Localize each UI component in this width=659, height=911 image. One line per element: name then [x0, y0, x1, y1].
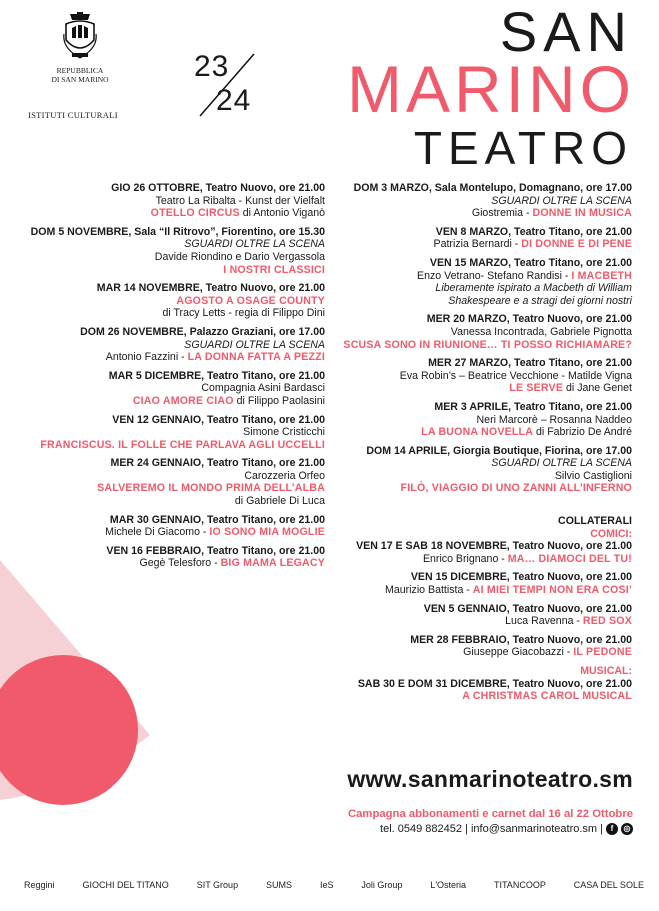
- event-title[interactable]: RED SOX: [582, 615, 632, 628]
- event-title-line: [16, 264, 325, 277]
- event-series: SGUARDI OLTRE LA SCENA: [491, 457, 632, 470]
- event-performers: Giostremia -: [471, 207, 533, 220]
- event-performers: Luca Ravenna -: [505, 615, 583, 628]
- event-title-line: [334, 553, 632, 566]
- event-performers: Patrizia Bernardi -: [433, 238, 522, 251]
- event-title[interactable]: I NOSTRI CLASSICI: [223, 263, 325, 276]
- event-title[interactable]: BIG MAMA LEGACY: [220, 557, 325, 570]
- event-date: MER 24 GENNAIO, Teatro Titano, ore 21.00: [110, 457, 325, 470]
- event-performers: Enrico Brignano -: [422, 552, 508, 565]
- event-date: MAR 5 DICEMBRE, Teatro Titano, ore 21.00: [108, 369, 325, 382]
- event-item: [16, 226, 325, 276]
- event-item: [334, 603, 632, 628]
- event-title-line: [334, 615, 632, 628]
- musical-heading: MUSICAL:: [580, 665, 632, 677]
- sponsor-logo: L'Osteria: [430, 880, 467, 890]
- event-item: [334, 313, 632, 351]
- sponsor-logos: [24, 870, 644, 900]
- event-title-line: [16, 207, 325, 220]
- event-performers: Gegè Telesforo -: [139, 557, 221, 570]
- event-performers: Michele Di Giacomo -: [105, 526, 210, 539]
- event-note: Shakespeare e a stragi dei giorni nostri: [448, 294, 632, 307]
- event-date: DOM 14 APRILE, Giorgia Boutique, Fiorina, ore 17.00: [366, 444, 632, 457]
- instagram-icon[interactable]: ◎: [621, 823, 633, 835]
- contact-text[interactable]: tel. 0549 882452 | info@sanmarinoteatro.sm |: [380, 823, 603, 835]
- coat-of-arms: [50, 12, 110, 84]
- event-title[interactable]: AI MIEI TEMPI NON ERA COSI’: [472, 584, 632, 597]
- crest-icon: [62, 12, 98, 62]
- event-date: DOM 3 MARZO, Sala Montelupo, Domagnano, ore 17.00: [353, 182, 632, 194]
- event-title[interactable]: CIAO AMORE CIAO: [132, 394, 234, 407]
- event-item: [334, 401, 632, 439]
- event-item: [334, 357, 632, 395]
- event-title[interactable]: MA… DIAMOCI DEL TU!: [507, 552, 632, 565]
- event-performers: Compagnia Asini Bardasci: [201, 382, 325, 395]
- event-title-line: [334, 426, 632, 439]
- event-title-line: [16, 526, 325, 539]
- event-performers: Eva Robin’s – Beatrice Vecchione - Matilde Vigna: [399, 369, 632, 382]
- event-title-line: [16, 351, 325, 364]
- event-title[interactable]: SCUSA SONO IN RIUNIONE… TI POSSO RICHIAMARE?: [343, 338, 632, 351]
- event-performers: Antonio Fazzini -: [105, 351, 188, 364]
- event-item: [16, 370, 325, 408]
- event-date: MER 20 MARZO, Teatro Nuovo, ore 21.00: [426, 313, 632, 326]
- event-credits: di Tracy Letts - regia di Filippo Dini: [162, 307, 325, 320]
- season-year-end: 24: [216, 84, 252, 117]
- season-year-start: 23: [194, 50, 230, 83]
- event-date: MER 27 MARZO, Teatro Titano, ore 21.00: [428, 357, 632, 370]
- event-performers: Enzo Vetrano- Stefano Randisi -: [417, 269, 572, 282]
- sponsor-logo: Joli Group: [361, 880, 403, 890]
- event-title-line: [334, 690, 632, 703]
- event-performers: Maurizio Battista -: [385, 584, 473, 597]
- sponsor-logo: IeS: [319, 880, 334, 890]
- event-title-line: [16, 295, 325, 308]
- event-item: [334, 678, 632, 703]
- event-title-line: [334, 584, 632, 597]
- sponsor-logo: Reggini: [24, 880, 55, 890]
- event-title-line: [334, 382, 632, 395]
- event-item: [16, 414, 325, 452]
- event-credits: di Gabriele Di Luca: [234, 495, 325, 508]
- event-item: [334, 257, 632, 307]
- event-title-line: [334, 339, 632, 352]
- event-title[interactable]: LE SERVE: [509, 382, 564, 395]
- event-title[interactable]: AGOSTO A OSAGE COUNTY: [176, 294, 325, 307]
- event-performers: Silvio Castiglioni: [554, 469, 632, 482]
- event-author: di Fabrizio De André: [533, 426, 632, 439]
- event-title-line: [16, 439, 325, 452]
- event-title-line: [334, 646, 632, 659]
- sponsor-logo: CASA DEL SOLE: [573, 880, 644, 890]
- event-series: SGUARDI OLTRE LA SCENA: [184, 238, 325, 251]
- event-note: Liberamente ispirato a Macbeth di William: [435, 282, 632, 295]
- right-program-column: [334, 182, 632, 709]
- event-date: VEN 12 GENNAIO, Teatro Titano, ore 21.00: [112, 413, 325, 426]
- event-date: GIO 26 OTTOBRE, Teatro Nuovo, ore 21.00: [111, 182, 325, 194]
- event-date: VEN 15 DICEMBRE, Teatro Nuovo, ore 21.00: [410, 571, 632, 584]
- event-title-line: [16, 557, 325, 570]
- title-san: SAN: [499, 0, 633, 63]
- event-performers: Carozzeria Orfeo: [244, 469, 325, 482]
- website-link[interactable]: www.sanmarinoteatro.sm: [347, 766, 633, 792]
- season-badge: [190, 50, 262, 120]
- event-date: MAR 14 NOVEMBRE, Teatro Nuovo, ore 21.00: [96, 282, 325, 295]
- event-title-line: [334, 207, 632, 220]
- event-performers: Vanessa Incontrada, Gabriele Pignotta: [450, 325, 632, 338]
- event-title-line: [16, 395, 325, 408]
- event-title[interactable]: LA DONNA FATTA A PEZZI: [187, 351, 325, 364]
- event-performers: Giuseppe Giacobazzi -: [463, 646, 574, 659]
- event-title[interactable]: IL PEDONE: [573, 646, 632, 659]
- event-date: VEN 16 FEBBRAIO, Teatro Titano, ore 21.00: [106, 544, 325, 557]
- event-performers: Simone Cristicchi: [243, 426, 325, 439]
- event-date: SAB 30 E DOM 31 DICEMBRE, Teatro Nuovo, ore 21.00: [357, 677, 632, 690]
- event-title[interactable]: I MACBETH: [571, 269, 632, 282]
- event-title[interactable]: LA BUONA NOVELLA: [421, 426, 534, 439]
- event-performers: Neri Marcorè – Rosanna Naddeo: [476, 413, 632, 426]
- event-date: DOM 26 NOVEMBRE, Palazzo Graziani, ore 17.00: [80, 325, 325, 338]
- event-date: DOM 5 NOVEMBRE, Sala “Il Ritrovo”, Fiorentino, ore 15.30: [30, 225, 325, 238]
- event-series: SGUARDI OLTRE LA SCENA: [491, 194, 632, 207]
- event-series: SGUARDI OLTRE LA SCENA: [184, 338, 325, 351]
- event-title[interactable]: DI DONNE E DI PENE: [521, 238, 632, 251]
- comici-heading: COMICI:: [590, 527, 632, 540]
- event-item: [334, 182, 632, 220]
- event-date: VEN 5 GENNAIO, Teatro Nuovo, ore 21.00: [423, 602, 632, 615]
- event-performers: Teatro La Ribalta - Kunst der Vielfalt: [155, 194, 325, 207]
- republic-line1: REPUBBLICA: [56, 66, 104, 75]
- title-teatro: TEATRO: [413, 122, 633, 174]
- event-item: [16, 282, 325, 320]
- event-date: VEN 8 MARZO, Teatro Titano, ore 21.00: [435, 225, 632, 238]
- collaterali-heading: COLLATERALI: [558, 515, 632, 528]
- event-item: [334, 571, 632, 596]
- title-marino: MARINO: [347, 52, 635, 126]
- republic-line2: DI SAN MARINO: [51, 75, 109, 84]
- event-date: VEN 17 E SAB 18 NOVEMBRE, Teatro Nuovo, ore 21.00: [356, 540, 632, 553]
- event-author: di Jane Genet: [563, 382, 632, 395]
- event-title[interactable]: OTELLO CIRCUS: [150, 207, 240, 220]
- sponsor-logo: SUMS: [266, 880, 293, 890]
- event-date: MER 3 APRILE, Teatro Titano, ore 21.00: [434, 400, 632, 413]
- istituti-culturali: ISTITUTI CULTURALI: [28, 110, 118, 120]
- event-title[interactable]: FILÒ, VIAGGIO DI UNO ZANNI ALL’INFERNO: [400, 482, 632, 495]
- event-title[interactable]: DONNE IN MUSICA: [532, 207, 632, 220]
- event-author: di Filippo Paolasini: [233, 394, 325, 407]
- event-item: [334, 226, 632, 251]
- event-date: VEN 15 MARZO, Teatro Titano, ore 21.00: [429, 256, 632, 269]
- event-item: [334, 634, 632, 659]
- facebook-icon[interactable]: f: [606, 823, 618, 835]
- event-item: [16, 514, 325, 539]
- event-item: [16, 457, 325, 507]
- event-item: [16, 326, 325, 364]
- event-title-line: [16, 482, 325, 495]
- event-performers: Davide Riondino e Dario Vergassola: [154, 250, 325, 263]
- sponsor-logo: TITANCOOP: [493, 880, 546, 890]
- event-title[interactable]: A CHRISTMAS CAROL MUSICAL: [462, 690, 632, 703]
- event-item: [16, 545, 325, 570]
- event-title[interactable]: SALVEREMO IL MONDO PRIMA DELL’ALBA: [97, 482, 325, 495]
- event-title-line: [334, 482, 632, 495]
- event-title-line: [334, 238, 632, 251]
- event-title[interactable]: IO SONO MIA MOGLIE: [209, 526, 325, 539]
- event-item: [334, 445, 632, 495]
- event-author: di Antonio Viganò: [239, 207, 325, 220]
- event-item: [16, 182, 325, 220]
- sponsor-logo: GIOCHI DEL TITANO: [82, 880, 169, 890]
- event-item: [334, 540, 632, 565]
- event-title[interactable]: FRANCISCUS. IL FOLLE CHE PARLAVA AGLI UCCELLI: [40, 438, 325, 451]
- contact-line: [380, 823, 633, 835]
- campaign-text: Campagna abbonamenti e carnet dal 16 al 22 Ottobre: [347, 808, 633, 820]
- event-date: MER 28 FEBBRAIO, Teatro Nuovo, ore 21.00: [410, 633, 632, 646]
- sponsor-logo: SIT Group: [196, 880, 239, 890]
- left-program-column: [16, 182, 325, 576]
- event-date: MAR 30 GENNAIO, Teatro Titano, ore 21.00: [109, 513, 325, 526]
- event-title-line: [334, 270, 632, 283]
